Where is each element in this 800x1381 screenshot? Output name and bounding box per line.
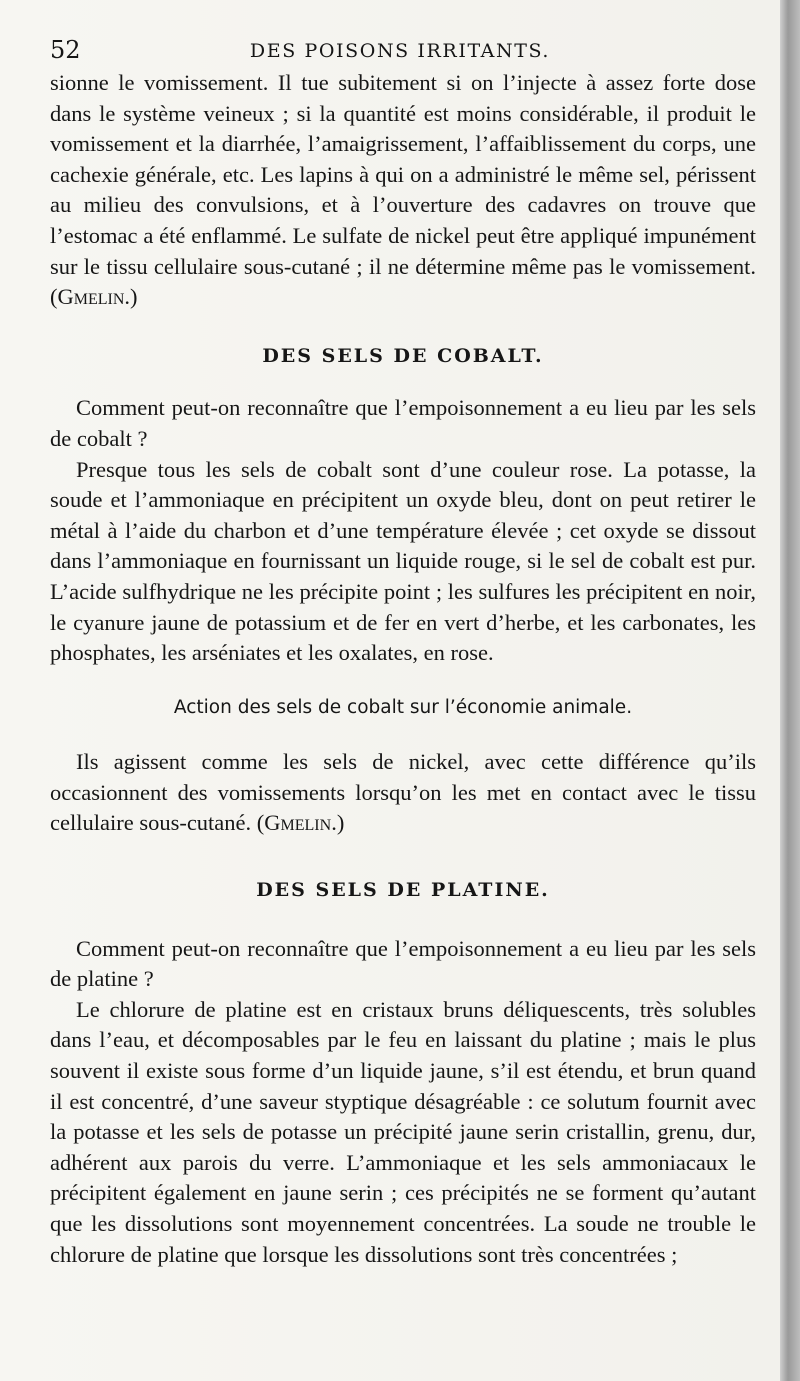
cobalt-section-title: DES SELS DE COBALT.	[262, 344, 544, 367]
running-head: DES POISONS IRRITANTS.	[249, 40, 551, 62]
cobalt-action-text: Ils agissent comme les sels de nickel, avec cette différence qu’ils occasionnent des vomissements lorsqu’on les met en contact avec le tissu cellulaire sous-cutané. (	[50, 749, 756, 836]
page-number: 52	[50, 36, 81, 64]
page-header	[50, 36, 750, 66]
cobalt-answer: Presque tous les sels de cobalt sont d’une couleur rose. La potasse, la soude et l’ammoniaque en précipitent un oxyde bleu, dont on peut retirer le métal à l’aide du charbon et d’une température élevée ; cet oxyde se dissout dans l’ammoniaque en fournissant un liquide rouge, si le sel de cobalt est pur. L’acide sulfhydrique ne les précipite point ; les sulfures les précipitent en noir, le cyanure jaune de potassium et de fer en vert d’herbe, et les carbonates, les phosphates, les arséniates et les oxalates, en rose.	[50, 456, 756, 666]
platine-answer: Le chlorure de platine est en cristaux bruns déliquescents, très solubles dans l’eau, et décomposables par le feu en laissant du platine ; mais le plus souvent il existe sous forme d’un liquide jaune, s’il est étendu, et brun quand il est concentré, d’une saveur styptique désagréable : ce solutum fournit avec la potasse et les sels de potasse un précipité jaune serin cristallin, grenu, dur, adhérent aux parois du verre. L’ammoniaque et les sels ammoniacaux le précipitent également en jaune serin ; ces précipités ne se forment qu’autant que les dissolutions sont moyennement concentrées. La soude ne trouble le chlorure de platine que lorsque les dissolutions sont très concentrées ;	[50, 996, 756, 1267]
page-edge-shadow	[780, 0, 800, 1381]
intro-citation: Gmelin	[57, 284, 125, 310]
cobalt-action-paragraph	[50, 747, 756, 839]
intro-citation-close: .)	[124, 284, 138, 310]
cobalt-citation-close: .)	[331, 810, 345, 836]
cobalt-action-title: Action des sels de cobalt sur l’économie animale.	[173, 696, 633, 718]
platine-question: Comment peut-on reconnaître que l’empoisonnement a eu lieu par les sels de platine ?	[50, 935, 756, 992]
intro-paragraph	[50, 68, 756, 313]
cobalt-citation: Gmelin	[264, 810, 332, 836]
page-body	[50, 68, 756, 1270]
intro-text: sionne le vomissement. Il tue subitement si on l’injecte à assez forte dose dans le système veineux ; si la quantité est moins considérable, il produit le vomissement et la diarrhée, l’amaigrissement, l’affaiblissement du corps, une cachexie générale, etc. Les lapins à qui on a administré le même sel, périssent au milieu des convulsions, et à l’ouverture des cadavres on trouve que l’estomac a été enflammé. Le sulfate de nickel peut être appliqué impunément sur le tissu cellulaire sous-cutané ; il ne détermine même pas le vomissement. (	[50, 70, 756, 310]
platine-section-title: DES SELS DE PLATINE.	[256, 879, 550, 902]
cobalt-question: Comment peut-on reconnaître que l’empoisonnement a eu lieu par les sels de cobalt ?	[50, 395, 756, 451]
